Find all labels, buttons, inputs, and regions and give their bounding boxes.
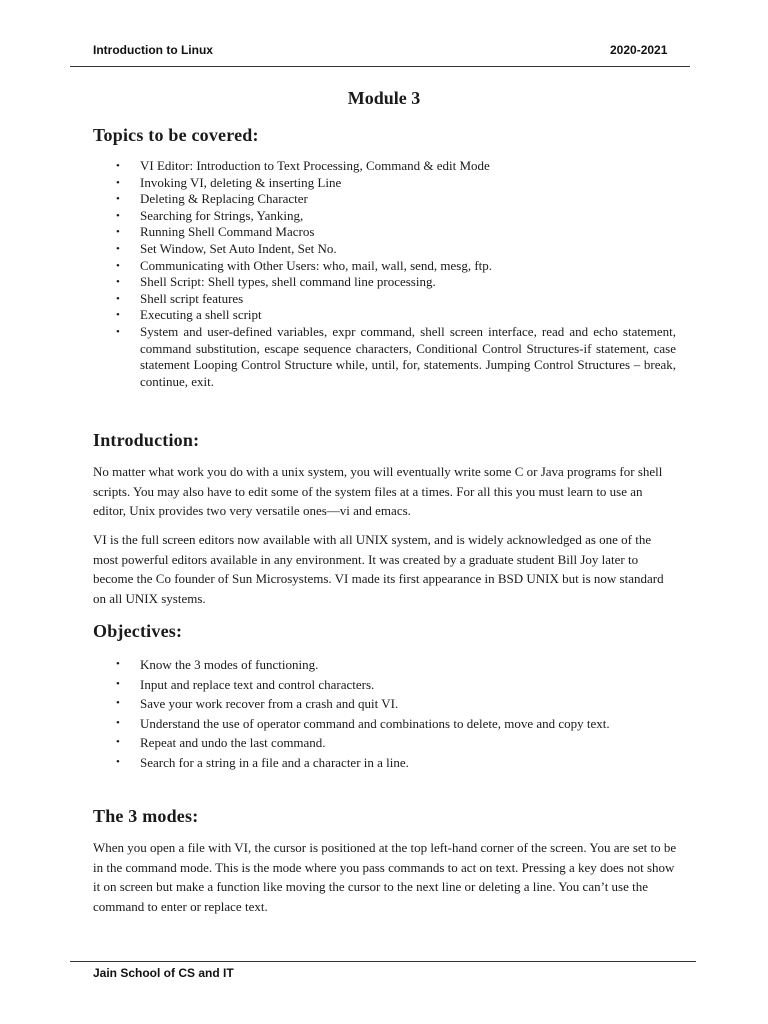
header-academic-year: 2020-2021 <box>610 43 668 57</box>
topic-item <box>116 191 676 208</box>
bullet-icon: • <box>116 736 120 748</box>
topic-text: Shell script features <box>140 290 244 306</box>
bullet-icon: • <box>116 242 120 255</box>
topic-text: Communicating with Other Users: who, mail, wall, send, mesg, ftp. <box>140 257 493 273</box>
topics-list <box>116 158 676 390</box>
objectives-list <box>116 655 676 772</box>
topic-item <box>116 258 676 275</box>
objectives-heading: Objectives: <box>93 621 183 641</box>
introduction-paragraph: No matter what work you do with a unix system, you will eventually write some C or Java programs for shell scripts. You may also have to edit some of the system files at a times. For all this you must learn to use an editor, Unix provides two very versatile ones—vi and emacs. <box>93 464 663 518</box>
topic-text: Deleting & Replacing Character <box>140 191 308 207</box>
topic-item <box>116 224 676 241</box>
topic-item <box>116 208 676 225</box>
header-course-title: Introduction to Linux <box>93 43 213 57</box>
topic-item <box>116 274 676 291</box>
bullet-icon: • <box>116 160 120 172</box>
objective-item <box>116 675 676 695</box>
topic-text: Searching for Strings, Yanking, <box>140 207 304 223</box>
modes-heading: The 3 modes: <box>93 806 199 826</box>
bullet-icon: • <box>116 276 120 289</box>
topic-text: Executing a shell script <box>140 307 262 323</box>
topic-item <box>116 291 676 308</box>
topic-item <box>116 241 676 258</box>
topic-text: Set Window, Set Auto Indent, Set No. <box>140 240 337 256</box>
modes-paragraph: When you open a file with VI, the cursor is positioned at the top left-hand corner of the screen. You are set to be in the command mode. This is the mode where you pass commands to act on text. Pressing a key does not show it on screen but make a function like moving the cursor to the next line or deleting a line. You can’t use the command to enter or replace text. <box>93 840 677 914</box>
topic-text: Invoking VI, deleting & inserting Line <box>140 174 342 190</box>
bullet-icon: • <box>116 325 120 338</box>
module-title: Module 3 <box>347 88 421 108</box>
topic-text: System and user-defined variables, expr command, shell screen interface, read and echo statement, command substitution, escape sequence characters, Conditional Control Structures-if statement, case statement Looping Control Structure while, until, for, statements. Jumping Control Structures – break, continue, exit. <box>140 323 676 389</box>
introduction-paragraph: VI is the full screen editors now available with all UNIX system, and is widely acknowledged as one of the most powerful editors available in any environment. It was created by a graduate student Bill Joy later to become the Co founder of Sun Microsystems. VI made its first appearance in BSD UNIX but is now standard on all UNIX systems. <box>93 532 664 606</box>
objective-text: Save your work recover from a crash and quit VI. <box>140 696 399 711</box>
objective-text: Repeat and undo the last command. <box>140 735 326 750</box>
topic-item <box>116 324 676 390</box>
objective-item <box>116 655 676 675</box>
page-footer: Jain School of CS and IT <box>93 966 234 980</box>
bullet-icon: • <box>116 209 120 222</box>
bullet-icon: • <box>116 755 120 768</box>
objective-item <box>116 753 676 773</box>
objective-text: Know the 3 modes of functioning. <box>140 657 319 672</box>
bullet-icon: • <box>116 716 120 729</box>
topic-text: VI Editor: Introduction to Text Processing, Command & edit Mode <box>140 158 490 173</box>
objective-text: Input and replace text and control characters. <box>140 676 375 692</box>
topic-text: Running Shell Command Macros <box>140 224 315 240</box>
bullet-icon: • <box>116 658 120 670</box>
bullet-icon: • <box>116 292 120 305</box>
bullet-icon: • <box>116 176 120 189</box>
bullet-icon: • <box>116 226 120 239</box>
objective-item <box>116 714 676 734</box>
bullet-icon: • <box>116 193 120 206</box>
topics-heading: Topics to be covered: <box>93 125 259 145</box>
topic-item <box>116 307 676 324</box>
objective-item <box>116 694 676 714</box>
objective-text: Understand the use of operator command and combinations to delete, move and copy text. <box>140 715 610 731</box>
topic-item <box>116 158 676 175</box>
objective-item <box>116 733 676 753</box>
topic-text: Shell Script: Shell types, shell command line processing. <box>140 274 436 290</box>
header-rule <box>70 66 690 67</box>
bullet-icon: • <box>116 677 120 690</box>
bullet-icon: • <box>116 697 120 709</box>
bullet-icon: • <box>116 259 120 272</box>
bullet-icon: • <box>116 309 120 322</box>
topic-item <box>116 175 676 192</box>
objective-text: Search for a string in a file and a character in a line. <box>140 754 409 770</box>
introduction-heading: Introduction: <box>93 430 200 450</box>
footer-rule <box>70 961 696 962</box>
